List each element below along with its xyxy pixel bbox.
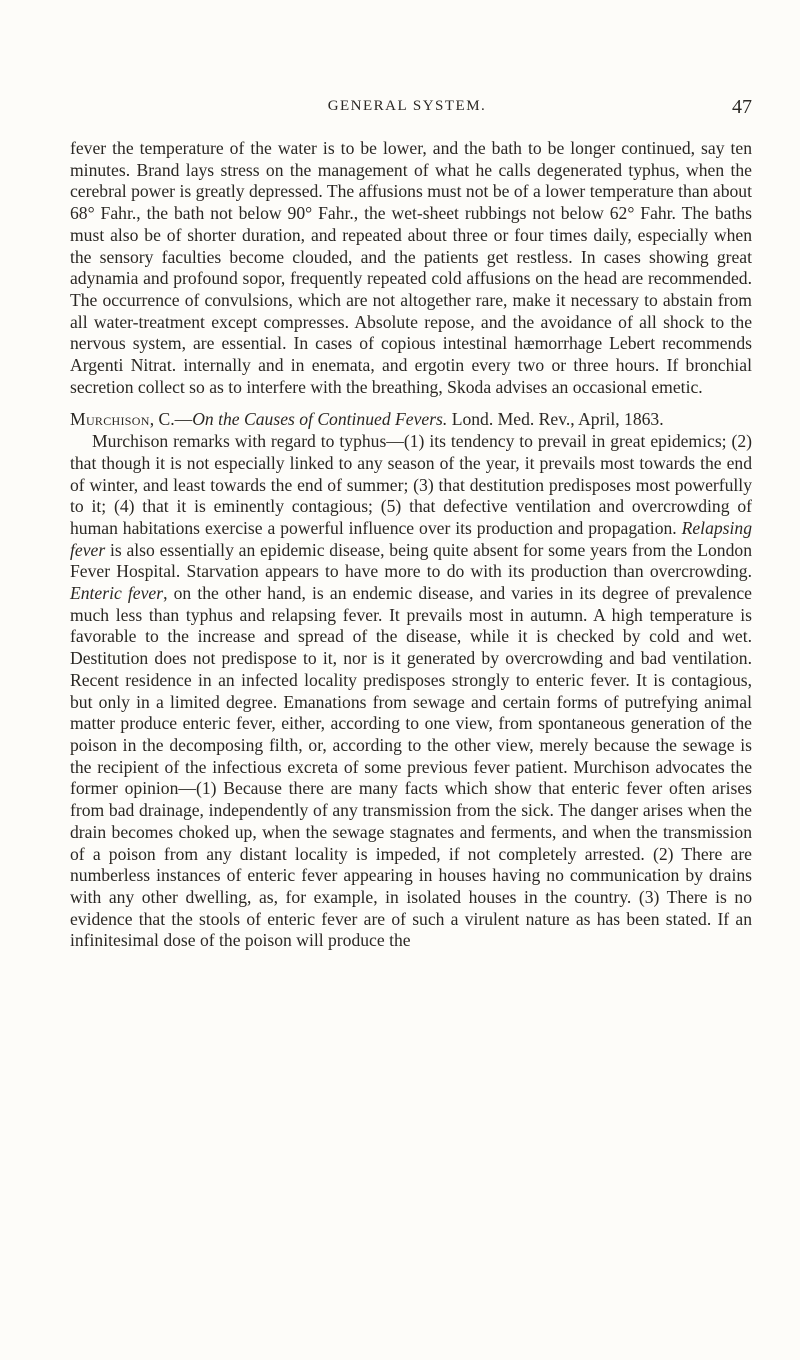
summary-paragraph — [70, 431, 752, 952]
reference-author: Murchison — [70, 409, 150, 430]
running-head — [62, 96, 752, 120]
reference-source: Lond. Med. Rev., April, 1863. — [447, 409, 664, 430]
summary-typhus-text: Murchison remarks with regard to typhus—(1) its tendency to prevail in great epidemics; (2) that though it is not especially linked to any season of the year, it prevails most towards the end of winter, and least towards the end of summer; (3) that destitution predisposes most powerfully to it; (4) that it is eminently contagious; (5) that defective ventilation and overcrowding of human habitations exercise a powerful influence over its production and propagation. — [70, 431, 752, 538]
page-number: 47 — [732, 96, 752, 118]
paragraph-continuation: fever the temperature of the water is to be lower, and the bath to be longer continued, say ten minutes. Brand lays stress on the management of what he calls degenerated typhus, when the cerebral power is greatly depressed. The affusions must not be of a lower temperature than about 68° Fahr., the bath not below 90° Fahr., the wet-sheet rubbings not below 62° Fahr. The baths must also be of shorter duration, and repeated about three or four times daily, especially when the sensory faculties become clouded, and the patients get restless. In cases showing great adynamia and profound sopor, frequently repeated cold affusions on the head are recommended. The occurrence of convulsions, which are not altogether rare, make it necessary to abstain from all water-treatment except compresses. Absolute repose, and the avoidance of all shock to the nervous system, are essential. In cases of copious intestinal hæmorrhage Lebert recommends Argenti Nitrat. internally and in enemata, and ergotin every two or three hours. If bronchial secretion collect so as to interfere with the breathing, Skoda advises an occasional emetic. — [70, 138, 752, 397]
bibliographic-reference — [70, 409, 752, 431]
reference-initial: , C.— — [149, 409, 193, 430]
reference-title: On the Causes of Continued Fevers. — [192, 409, 448, 430]
summary-enteric-text: , on the other hand, is an endemic disease, and varies in its degree of prevalence much less than typhus and relapsing fever. It prevails most in autumn. A high temperature is favorable to the increase and spread of the disease, while it is checked by cold and wet. Destitution does not predispose to it, nor is it generated by overcrowding and bad ventilation. Recent residence in an infected locality predisposes strongly to enteric fever. It is contagious, but only in a limited degree. Emanations from sewage and certain forms of putrefying animal matter produce enteric fever, either, according to one view, from spontaneous generation of the poison in the decomposing filth, or, according to the other view, merely because the sewage is the recipient of the infectious excreta of some previous fever patient. Murchison advocates the former opinion—(1) Because there are many facts which show that enteric fever often arises from bad drainage, independently of any transmission from the sick. The danger arises when the drain becomes choked up, when the sewage stagnates and ferments, and when the transmission of a poison from any distant locality is impeded, if not completely arrested. (2) There are numberless instances of enteric fever appearing in houses having no communication by drains with any other dwelling, as, for example, in isolated houses in the country. (3) There is no evidence that the stools of enteric fever are of such a virulent nature as has been stated. If an infinitesimal dose of the poison will produce the — [70, 583, 752, 951]
body-text — [70, 138, 752, 952]
summary-relapsing-text: is also essentially an epidemic disease, being quite absent for some years from the London Fever Hospital. Starvation appears to have more to do with its production than overcrowding. — [70, 539, 752, 582]
term-relapsing-fever: Relapsing fever — [70, 517, 752, 560]
term-enteric-fever: Enteric fever — [70, 583, 164, 604]
running-title: GENERAL SYSTEM. — [327, 98, 487, 114]
